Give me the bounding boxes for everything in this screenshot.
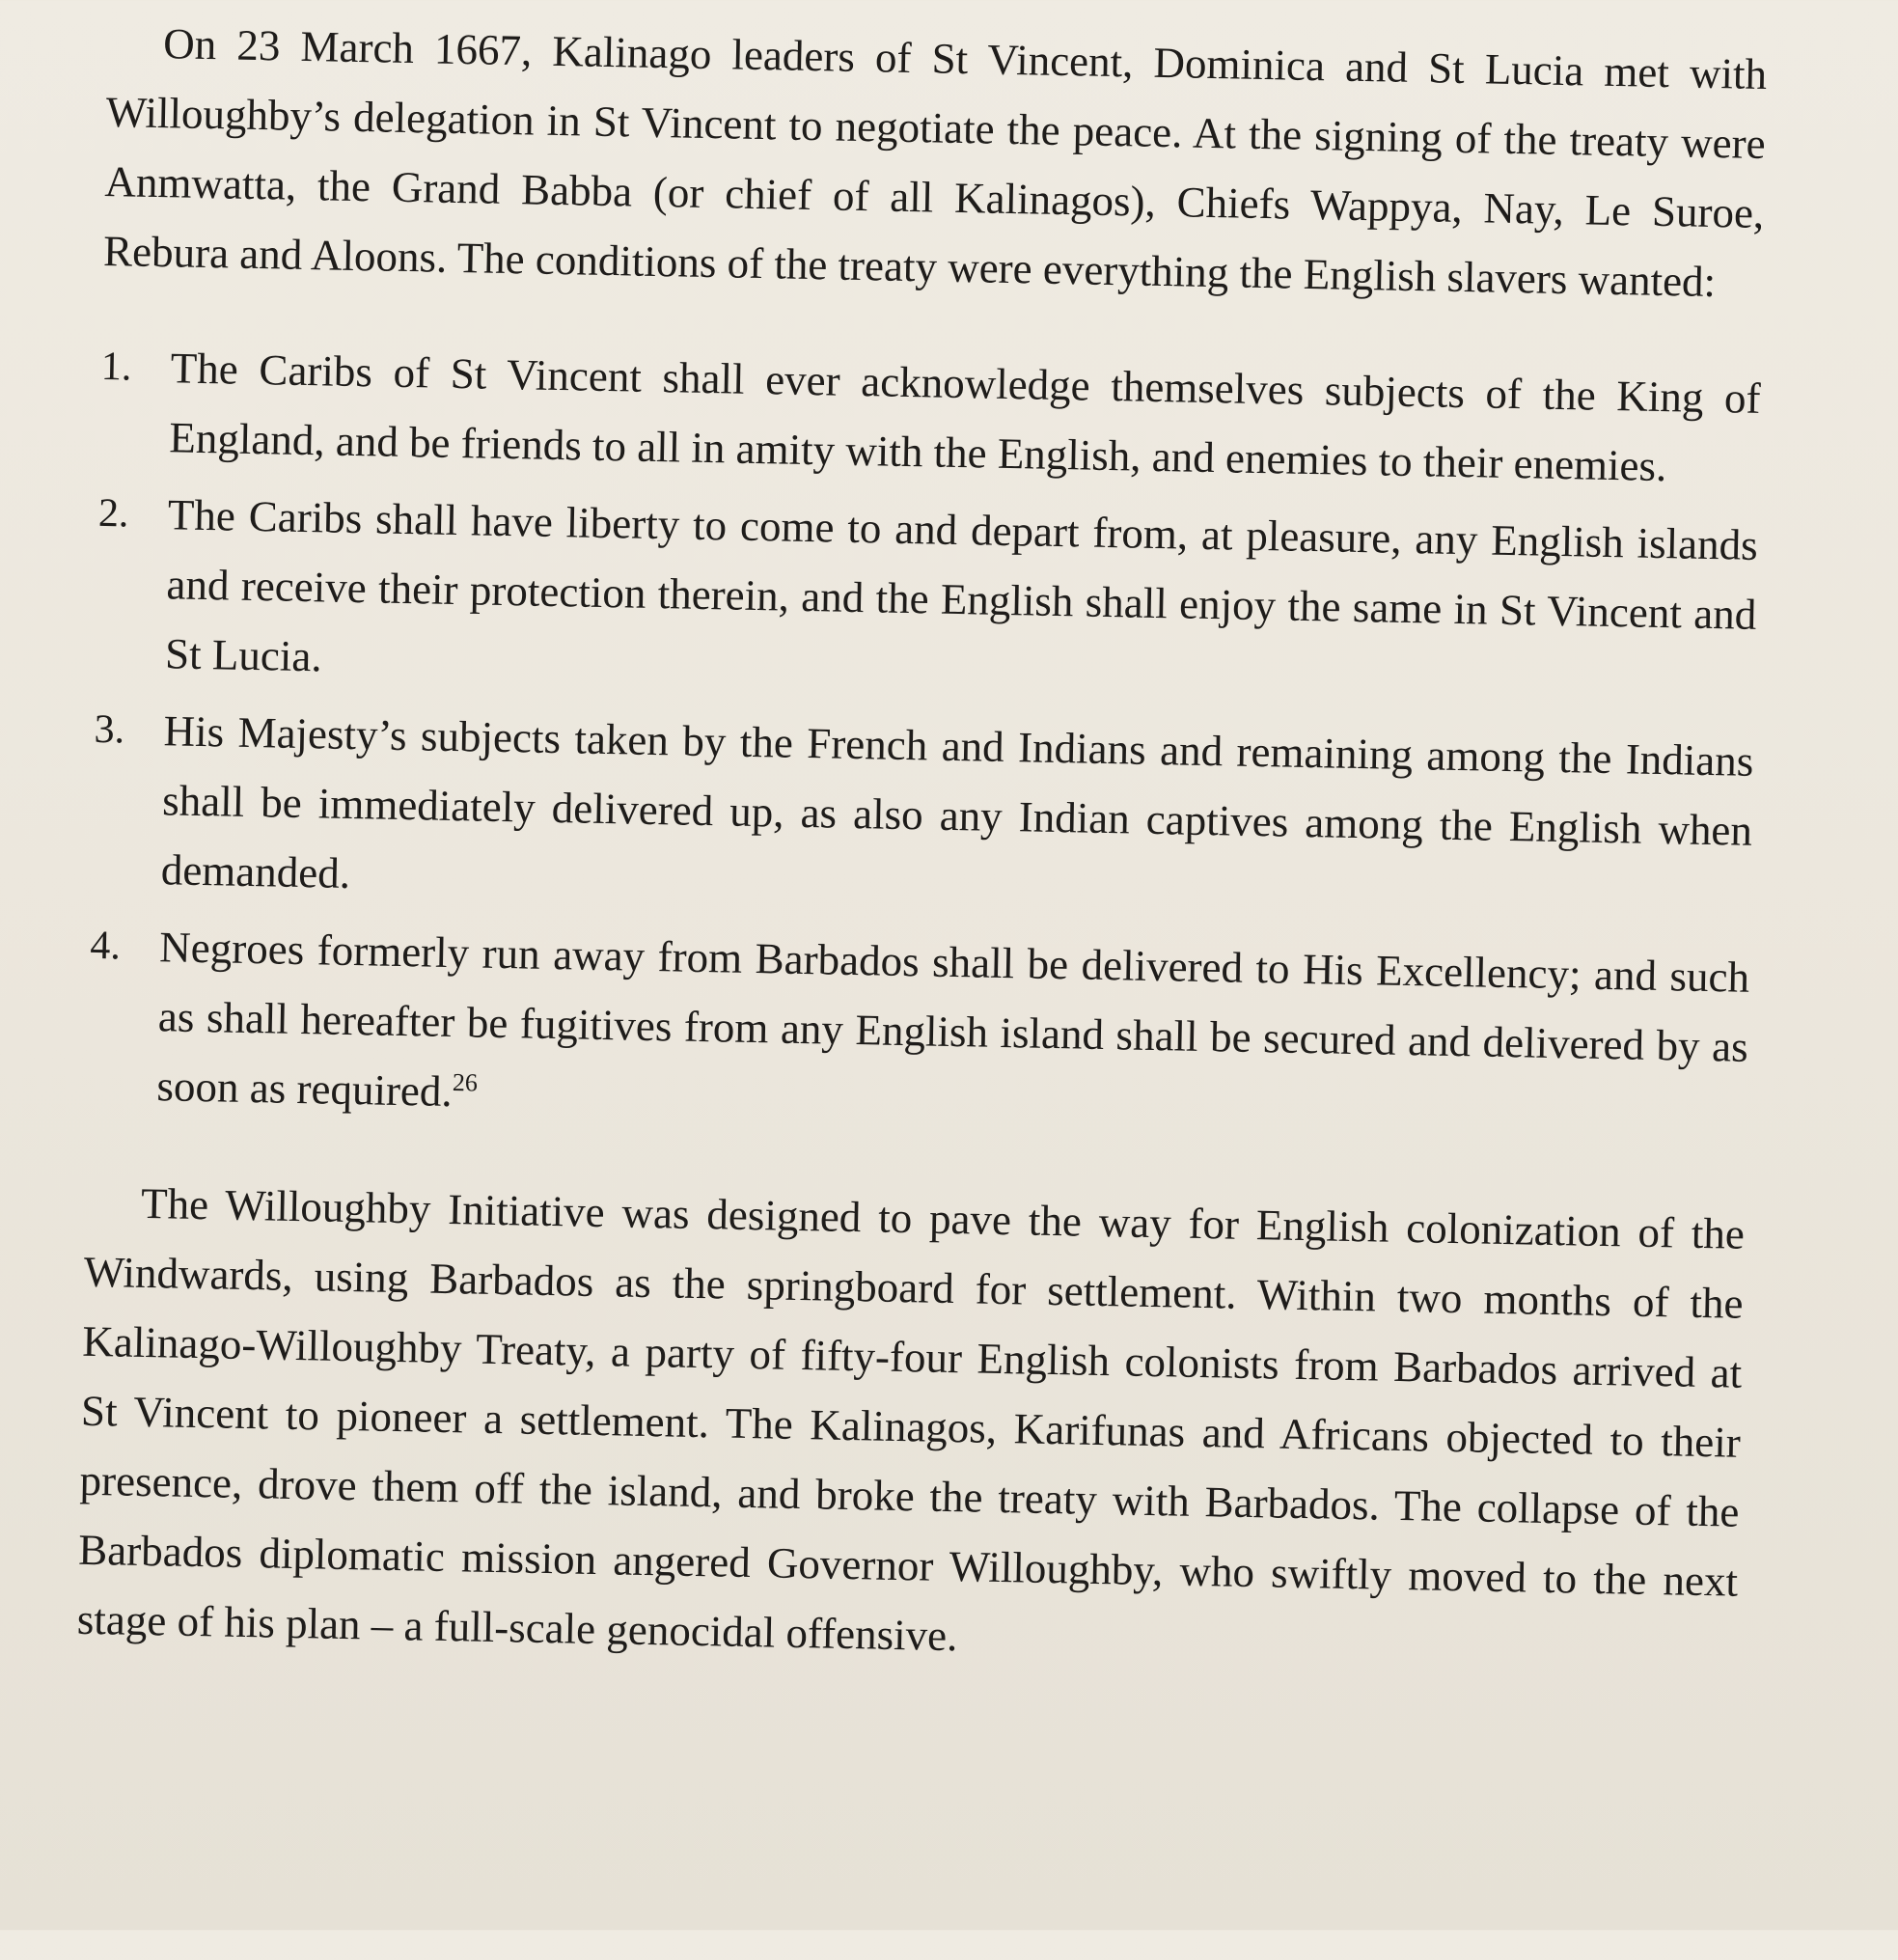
second-paragraph: [76, 1168, 1745, 1686]
treaty-conditions-list: [87, 332, 1761, 1151]
condition-number: 2.: [97, 490, 129, 537]
book-page: [71, 8, 1768, 1960]
treaty-condition-2: [95, 479, 1758, 719]
treaty-condition-3: [91, 695, 1754, 935]
condition-number: 4.: [89, 923, 122, 969]
treaty-condition-4: [87, 911, 1750, 1151]
condition-text: His Majesty’s subjects taken by the French and Indians and remaining among the Indians shall be immediately delivered up, as also any Indian captives among the English when demanded.: [160, 706, 1754, 897]
condition-number: 3.: [94, 706, 125, 753]
treaty-condition-1: [99, 332, 1761, 503]
footnote-marker: 26: [452, 1068, 479, 1097]
condition-number: 1.: [100, 344, 132, 390]
paragraph-indent: [85, 1217, 141, 1218]
paragraph-indent: [107, 57, 163, 58]
intro-paragraph: [102, 8, 1767, 317]
second-paragraph-text: The Willoughby Initiative was designed to pave the way for English colonization of the Windwards, using Barbados as the springboard for settlement. Within two months of the Kalinago-Willoughby Treaty, a party of fifty-four English colonists from Barbados arrived at St Vincent to pioneer a settlement. The Kalinagos, Karifunas and Africans objected to their presence, drove them off the island, and broke the treaty with Barbados. The collapse of the Barbados diplomatic mission angered Governor Willoughby, who swiftly moved to the next stage of his plan – a full-scale genocidal offensive.: [76, 1178, 1746, 1661]
condition-text: The Caribs of St Vincent shall ever acknowledge themselves subjects of the King of England, and be friends to all in amity with the English, and enemies to their enemies.: [168, 344, 1762, 491]
condition-text: Negroes formerly run away from Barbados shall be delivered to His Excellency; and such as shall hereafter be fugitives from any English island shall be secured and delivered by as soon as required.: [156, 923, 1750, 1117]
condition-text: The Caribs shall have liberty to come to and depart from, at pleasure, any English islands and receive their protection therein, and the English shall enjoy the same in St Vincent and St Lucia.: [164, 490, 1759, 681]
intro-paragraph-text: On 23 March 1667, Kalinago leaders of St Vincent, Dominica and St Lucia met with Willoughby’s delegation in St Vincent to negotiate the peace. At the signing of the treaty were Anmwatta, the Grand Babba (or chief of all Kalinagos), Chiefs Wappya, Nay, Le Suroe, Rebura and Aloons. The conditions of the treaty were everything the English slavers wanted:: [102, 19, 1768, 307]
